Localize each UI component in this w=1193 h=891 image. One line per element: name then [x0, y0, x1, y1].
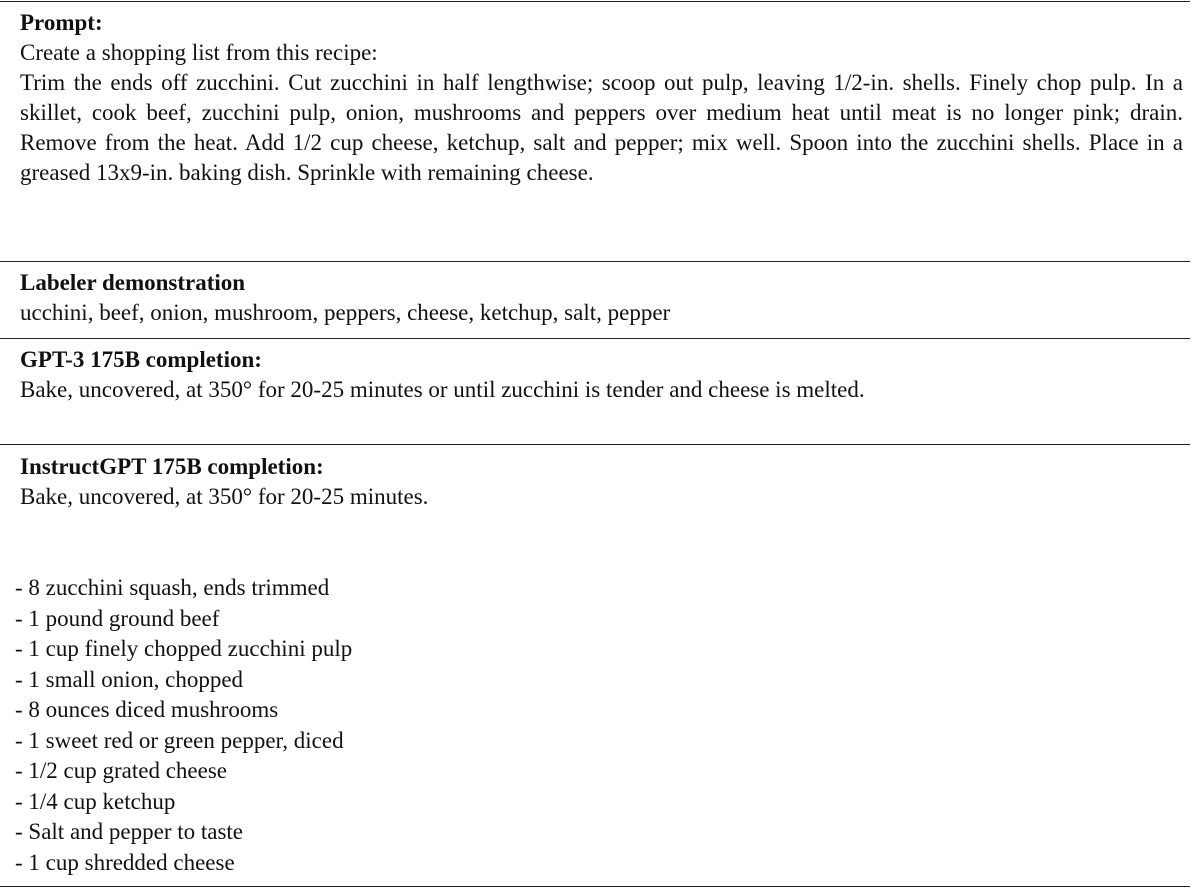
labeler-section: [20, 268, 1183, 328]
bottom-rule: [0, 886, 1190, 887]
rule-after-prompt: [0, 261, 1190, 262]
list-item: - Salt and pepper to taste: [15, 819, 244, 844]
rule-after-labeler: [0, 338, 1190, 339]
rule-after-gpt3: [0, 444, 1190, 445]
list-item: - 8 ounces diced mushrooms: [15, 697, 279, 722]
labeler-text: ucchini, beef, onion, mushroom, peppers, cheese, ketchup, salt, pepper: [20, 300, 671, 325]
prompt-recipe: Trim the ends off zucchini. Cut zucchini in half lengthwise; scoop out pulp, leaving 1/2-in. shells. Finely chop pulp. In a skillet, cook beef, zucchini pulp, onion, mushrooms and peppers over medium heat until meat is no longer pink; drain. Remove from the heat. Add 1/2 cup cheese, ketchup, salt and pepper; mix well. Spoon into the zucchini shells. Place in a greased 13x9-in. baking dish. Sprinkle with remaining cheese.: [20, 70, 1183, 185]
gpt3-heading: GPT-3 175B completion:: [20, 347, 262, 372]
list-item: - 1/2 cup grated cheese: [15, 758, 228, 783]
list-item: - 8 zucchini squash, ends trimmed: [15, 575, 330, 600]
instructgpt-heading: InstructGPT 175B completion:: [20, 454, 324, 479]
top-rule: [0, 1, 1190, 2]
instructgpt-section: [0, 452, 1183, 875]
labeler-heading: Labeler demonstration: [20, 270, 246, 295]
instructgpt-text: Bake, uncovered, at 350° for 20-25 minutes.: [20, 484, 429, 509]
list-item: - 1 small onion, chopped: [15, 666, 244, 692]
list-item: - 1 cup shredded cheese: [15, 849, 235, 875]
list-item: - 1/4 cup ketchup: [15, 788, 176, 814]
prompt-heading: Prompt:: [20, 10, 103, 35]
shopping-list: [15, 573, 352, 878]
gpt3-text: Bake, uncovered, at 350° for 20-25 minutes or until zucchini is tender and cheese is melted.: [20, 377, 865, 402]
gpt3-section: [20, 345, 1183, 405]
list-item: - 1 cup finely chopped zucchini pulp: [15, 636, 353, 661]
list-item: - 1 pound ground beef: [15, 605, 220, 631]
list-item: - 1 sweet red or green pepper, diced: [15, 727, 344, 753]
prompt-section: [20, 8, 1183, 188]
prompt-intro: Create a shopping list from this recipe:: [20, 40, 378, 65]
